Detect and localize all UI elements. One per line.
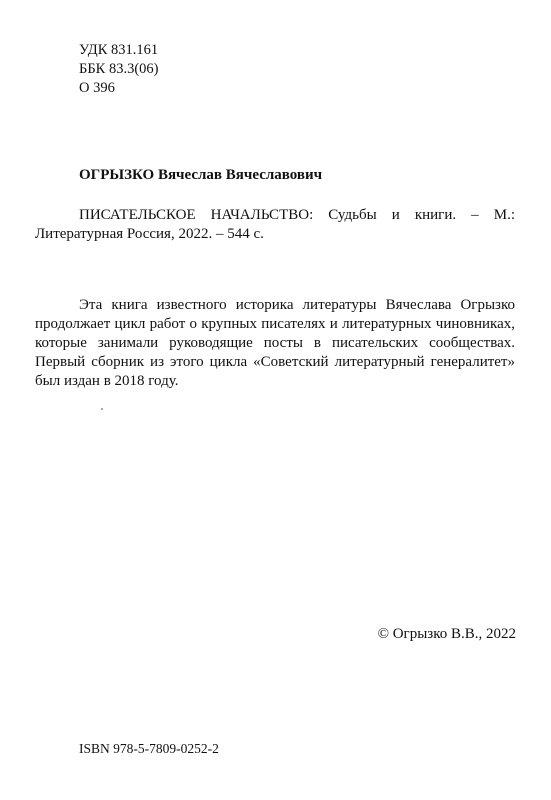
print-speck	[101, 408, 103, 410]
annotation-line: Первый сборник из этого цикла «Советский литературный генералитет»	[35, 354, 515, 370]
isbn-number: ISBN 978-5-7809-0252-2	[79, 741, 219, 756]
udk-code: УДК 831.161	[79, 42, 159, 58]
author-mark: О 396	[79, 80, 115, 96]
annotation-line: которые занимали руководящие посты в писательских сообществах.	[35, 335, 515, 351]
catalog-codes	[79, 41, 158, 98]
copyright-notice: © Огрызко В.В., 2022	[377, 626, 516, 642]
annotation-line: был издан в 2018 году.	[35, 373, 179, 389]
bbk-code: ББК 83.3(06)	[79, 61, 159, 77]
bibliographic-record	[35, 206, 515, 244]
bibliographic-line-publisher: Литературная Россия, 2022. – 544 с.	[35, 226, 264, 242]
annotation	[35, 296, 515, 391]
annotation-line: продолжает цикл работ о крупных писателях и литературных чиновниках,	[35, 316, 515, 332]
bibliographic-line-title: ПИСАТЕЛЬСКОЕ НАЧАЛЬСТВО: Судьбы и книги. – М.:	[79, 207, 515, 223]
author-name: ОГРЫЗКО Вячеслав Вячеславович	[79, 167, 323, 183]
annotation-line: Эта книга известного историка литературы Вячеслава Огрызко	[79, 297, 515, 313]
